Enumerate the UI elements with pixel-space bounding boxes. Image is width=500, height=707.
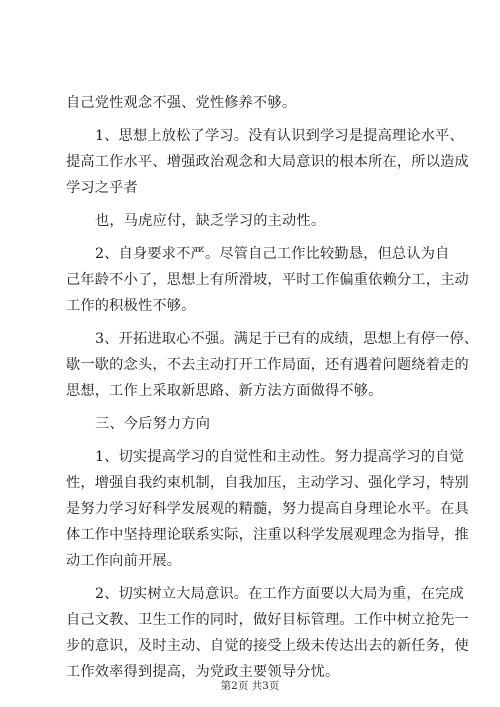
- text-line: 性，增强自我约束机制，自我加压，主动学习、强化学习，特别: [66, 475, 469, 491]
- text-line: 2、自身要求不严。尽管自己工作比较勤恳，但总认为自: [95, 246, 450, 262]
- text-line: 3、开拓进取心不强。满足于已有的成绩，思想上有停一停、: [95, 331, 479, 347]
- text-line: 工作效率得到提高，为党政主要领导分忧。: [66, 664, 340, 680]
- text-line: 自己文教、卫生工作的同时，做好目标管理。工作中树立抢先一: [66, 612, 469, 628]
- text-line: 提高工作水平、增强政治观念和大局意识的根本所在，所以造成: [66, 154, 469, 170]
- section-heading: 三、今后努力方向: [95, 416, 211, 432]
- document-body: [66, 90, 479, 685]
- text-line: 思想，工作上采取新思路、新方法方面做得不够。: [66, 383, 383, 399]
- text-line: 歇一歇的念头，不去主动打开工作局面，还有遇着问题绕着走的: [66, 357, 469, 373]
- text-line: 自己党性观念不强、党性修养不够。: [66, 95, 297, 111]
- text-line: 学习之乎者: [66, 180, 138, 196]
- text-line: 体工作中坚持理论联系实际，注重以科学发展观理念为指导，推: [66, 527, 469, 543]
- text-line: 己年龄不小了，思想上有所滑坡，平时工作偏重依赖分工，主动: [66, 272, 469, 288]
- page-number: 第2页 共3页: [220, 680, 280, 692]
- text-line: 1、思想上放松了学习。没有认识到学习是提高理论水平、: [95, 128, 464, 144]
- text-line: 也，马虎应付，缺乏学习的主动性。: [95, 213, 326, 229]
- text-line: 2、切实树立大局意识。在工作方面要以大局为重，在完成: [95, 586, 464, 602]
- text-line: 步的意识，及时主动、自觉的接受上级未传达出去的新任务，使: [66, 638, 469, 654]
- text-line: 工作的积极性不够。: [66, 298, 196, 314]
- text-line: 动工作向前开展。: [66, 553, 182, 569]
- text-line: 是努力学习好科学发展观的精髓，努力提高自身理论水平。在具: [66, 501, 469, 517]
- text-line: 1、切实提高学习的自觉性和主动性。努力提高学习的自觉: [95, 449, 464, 465]
